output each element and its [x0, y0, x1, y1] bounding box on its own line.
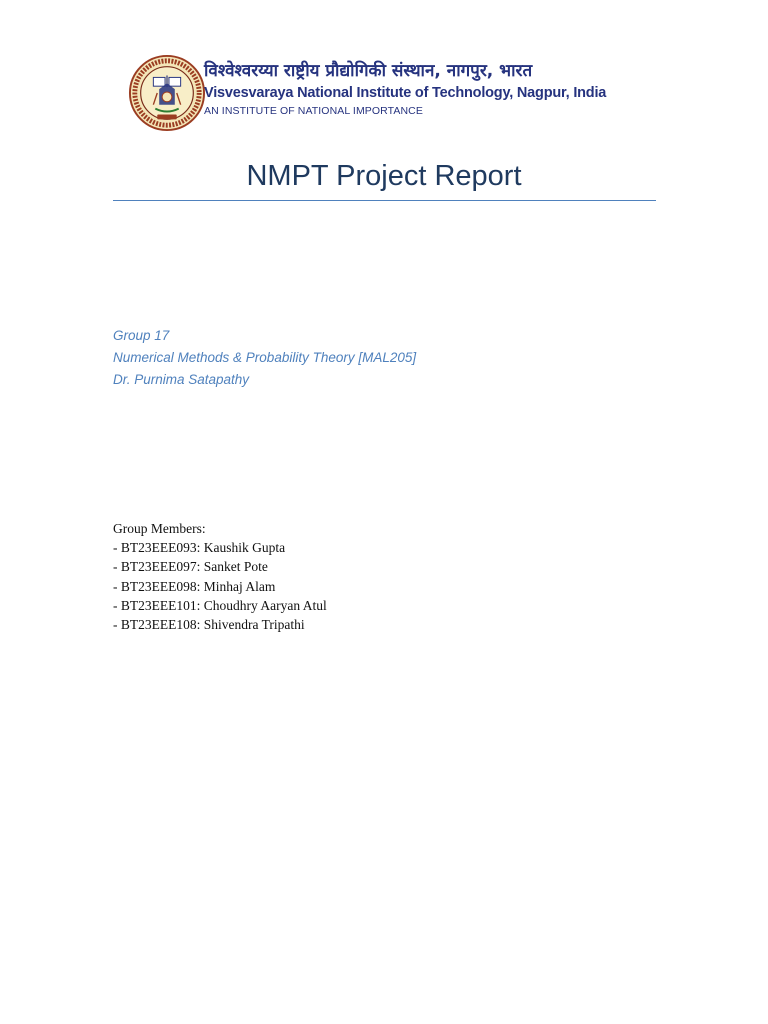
instructor-name: Dr. Purnima Satapathy: [113, 372, 250, 387]
list-item: - BT23EEE093: Kaushik Gupta: [113, 540, 286, 556]
list-item: - BT23EEE097: Sanket Pote: [113, 559, 268, 575]
group-members: [113, 519, 653, 634]
list-item: - BT23EEE108: Shivendra Tripathi: [113, 617, 305, 633]
institute-name-hindi: विश्वेश्वरय्या राष्ट्रीय प्रौद्योगिकी संस्थान, नागपुर, भारत: [204, 61, 533, 81]
report-details: [113, 325, 653, 391]
list-item: - BT23EEE101: Choudhry Aaryan Atul: [113, 597, 327, 613]
course-name: Numerical Methods & Probability Theory [MAL205]: [113, 350, 417, 365]
institute-name-english: Visvesvaraya National Institute of Technology, Nagpur, India: [204, 85, 607, 101]
report-title: NMPT Project Report: [246, 160, 522, 192]
institute-tagline: AN INSTITUTE OF NATIONAL IMPORTANCE: [204, 105, 423, 117]
institute-header: [128, 52, 628, 136]
institute-seal-icon: [128, 54, 206, 132]
institute-name-block: [204, 60, 628, 118]
title-divider: [113, 200, 656, 201]
members-heading: Group Members:: [113, 521, 206, 536]
group-number: Group 17: [113, 328, 170, 343]
list-item: - BT23EEE098: Minhaj Alam: [113, 578, 276, 594]
